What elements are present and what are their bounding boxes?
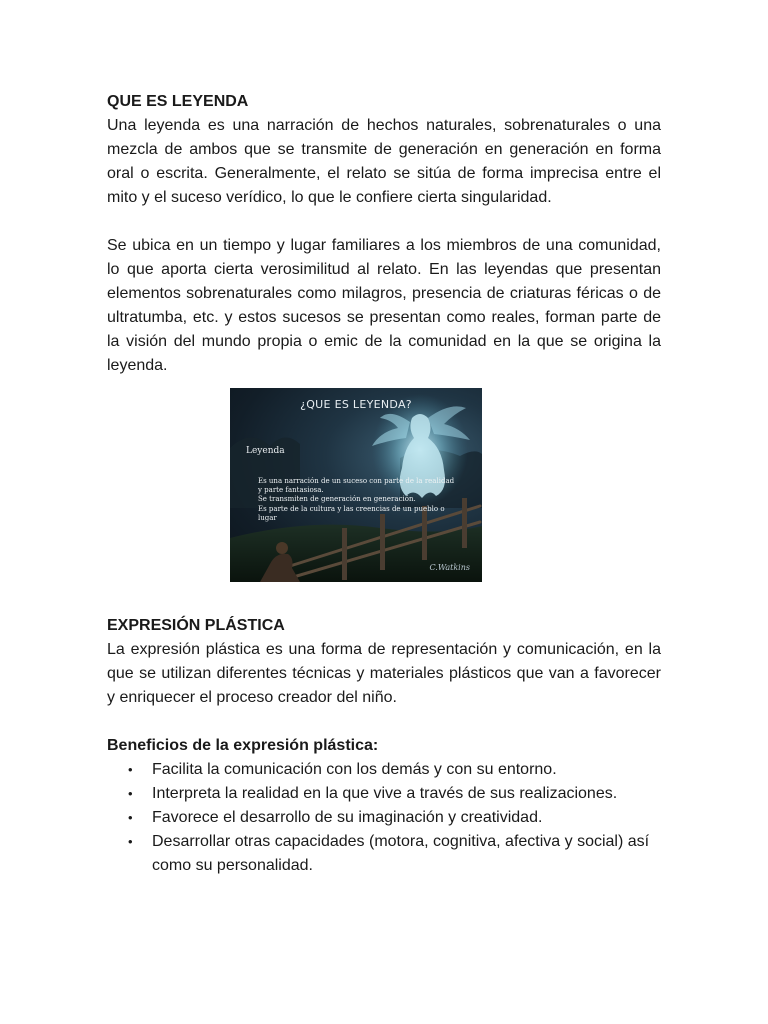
figure-text-line: y parte fantasiosa. (258, 486, 324, 495)
leyenda-illustration (230, 388, 482, 582)
section-heading-leyenda: QUE ES LEYENDA (107, 93, 249, 110)
paragraph-leyenda-context: Se ubica en un tiempo y lugar familiares a los miembros de una comunidad, lo que aporta cierta verosimilitud al relato. En las leyendas que presentan elementos sobrenaturales como milagros, presencia de criaturas féricas o de ultratumba, etc. y estos sucesos se presentan como reales, forman parte de la visión del mundo propia o emic de la comunidad en la que se origina la leyenda. (107, 237, 661, 374)
figure-title: ¿QUE ES LEYENDA? (300, 398, 412, 411)
benefits-heading: Beneficios de la expresión plástica: (107, 737, 379, 754)
list-item: • Facilita la comunicación con los demás y con su entorno. (152, 758, 661, 782)
document-page (107, 90, 661, 878)
figure-text-block (258, 477, 473, 523)
section-heading-expresion: EXPRESIÓN PLÁSTICA (107, 617, 285, 634)
list-item: • Interpreta la realidad en la que vive a través de sus realizaciones. (152, 782, 661, 806)
figure-text-line: Es una narración de un suceso con parte de la realidad (258, 477, 455, 485)
artist-signature: C.Watkins (429, 563, 470, 572)
paragraph-leyenda-definition: Una leyenda es una narración de hechos naturales, sobrenaturales o una mezcla de ambos que se transmite de generación en generación en forma oral o escrita. Generalmente, el relato se sitúa de forma imprecisa entre el mito y el suceso verídico, lo que le confiere cierta singularidad. (107, 117, 661, 206)
figure-container (107, 388, 661, 584)
figure-label: Leyenda (246, 446, 285, 456)
figure-text-line: lugar (258, 513, 277, 522)
list-item: • Desarrollar otras capacidades (motora, cognitiva, afectiva y social) así como su personalidad. (152, 830, 661, 878)
figure-text-line: Es parte de la cultura y las creencias de un pueblo o (258, 504, 445, 513)
section-expresion-plastica (107, 614, 661, 878)
list-item: • Favorece el desarrollo de su imaginación y creatividad. (152, 806, 661, 830)
paragraph-expresion-definition: La expresión plástica es una forma de representación y comunicación, en la que se utilizan diferentes técnicas y materiales plásticos que van a favorecer y enriquecer el proceso creador del niño. (107, 641, 661, 706)
benefits-list (107, 758, 661, 878)
figure-text-line: Se transmiten de generación en generación. (258, 495, 416, 504)
